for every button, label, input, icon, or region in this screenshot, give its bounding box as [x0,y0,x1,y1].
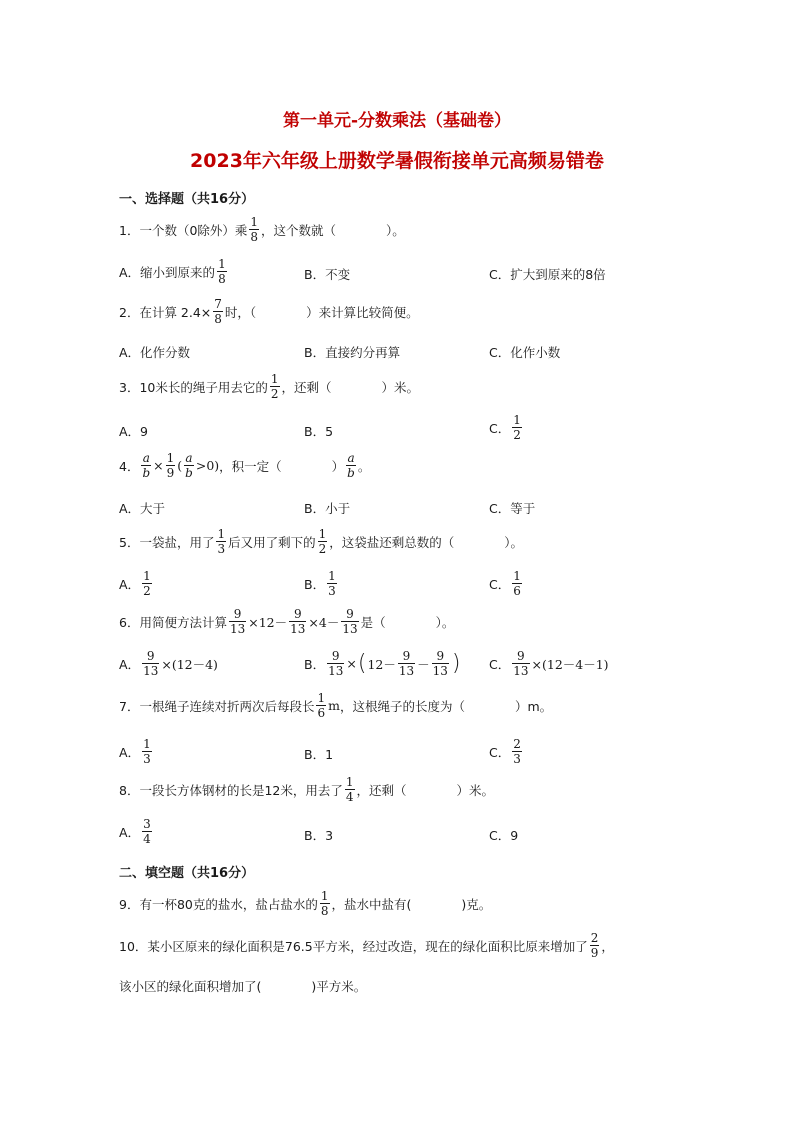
q1-option-c[interactable]: C．扩大到原来的8倍 [489,267,606,282]
q4-option-b[interactable]: B．小于 [304,501,351,516]
q2-text-end: 时，（ ）来计算比较简便。 [224,304,419,320]
q2-fraction: $\frac{7}{8}$ [214,297,222,326]
q6-option-a[interactable]: A． $\frac{9}{13}$ ×(12－4) [119,649,218,678]
q7-option-a[interactable]: A． $\frac{1}{3}$ [119,737,151,766]
paren-open: ( [357,650,367,676]
q2-text: 2．在计算 2.4× [119,304,212,320]
q6-option-c[interactable]: C． $\frac{9}{13}$ ×(12－4－1) [489,649,609,678]
q1-text-end: ，这个数就（ ）。 [261,222,405,238]
q5-option-b[interactable]: B． $\frac{1}{3}$ [304,569,336,598]
worksheet-subtitle: 2023年六年级上册数学暑假衔接单元高频易错卷 [190,150,604,172]
q8-option-a[interactable]: A． $\frac{3}{4}$ [119,817,151,846]
q1-text: 1．一个数（0除外）乘 [119,222,248,238]
worksheet-title: 第一单元-分数乘法（基础卷） [282,111,512,131]
section-heading-choice: 一、选择题（共16分） [119,192,255,207]
q4-fraction-a-b: $\frac{a}{b}$ [142,451,151,480]
question-1 [119,216,405,243]
question-3 [119,373,419,400]
question-6: 6．用简便方法计算 $\frac{9}{13}$ ×12－ $\frac{9}{13}$ ×4－ $\frac{9}{13}$ 是（ ）。 [119,607,455,636]
paren-close: ) [451,650,461,676]
question-4: 4． $\frac{a}{b}$ × $\frac{1}{9}$ ( $\frac{a}{b}$ >0) ，积一定（ ） $\frac{a}{b}$ 。 [119,451,371,480]
q3-fraction: $\frac{1}{2}$ [270,372,279,401]
q7-option-c[interactable]: C． $\frac{2}{3}$ [489,737,521,766]
q5-option-c[interactable]: C． $\frac{1}{6}$ [489,569,521,598]
q4-fraction-1-9: $\frac{1}{9}$ [166,451,175,480]
question-7: 7．一根绳子连续对折两次后每段长 $\frac{1}{6}$ m ，这根绳子的长度为（ ）m。 [119,691,553,720]
q3-option-c[interactable]: C． $\frac{1}{2}$ [489,413,521,442]
q8-option-b[interactable]: B．3 [304,828,334,843]
q2-option-a[interactable]: A．化作分数 [119,345,191,360]
question-9: 9．有一杯80克的盐水，盐占盐水的 $\frac{1}{8}$ ，盐水中盐有( )克。 [119,889,492,918]
question-8: 8．一段长方体钢材的长是12米，用去了 $\frac{1}{4}$ ，还剩（ ）米。 [119,775,495,804]
q3-text-end: ，还剩（ ）米。 [281,379,420,395]
q4-option-a[interactable]: A．大于 [119,501,166,516]
q1-option-a[interactable]: A．缩小到原来的 $\frac{1}{8}$ [119,257,226,286]
q8-option-c[interactable]: C．9 [489,828,519,843]
q2-option-b[interactable]: B．直接约分再算 [304,345,401,360]
q1-fraction: $\frac{1}{8}$ [250,215,259,244]
q3-option-b[interactable]: B．5 [304,424,334,439]
question-5: 5．一袋盐，用了 $\frac{1}{3}$ 后又用了剩下的 $\frac{1}{2}$ ，这袋盐还剩总数的（ ）。 [119,527,524,556]
q4-option-c[interactable]: C．等于 [489,501,536,516]
q2-option-c[interactable]: C．化作小数 [489,345,561,360]
q5-option-a[interactable]: A． $\frac{1}{2}$ [119,569,151,598]
q3-text: 3．10米长的绳子用去它的 [119,379,268,395]
question-10-line-2: 该小区的绿化面积增加了( )平方米。 [119,979,367,994]
q3-option-a[interactable]: A．9 [119,424,149,439]
question-2 [119,298,419,325]
section-heading-fill: 二、填空题（共16分） [119,866,255,881]
q7-option-b[interactable]: B．1 [304,747,334,762]
q6-option-b[interactable]: B． $\frac{9}{13}$ × ( 12－ $\frac{9}{13}$ － $\frac{9}{13}$ ) [304,649,461,678]
question-10: 10．某小区原来的绿化面积是76.5平方米，经过改造，现在的绿化面积比原来增加了 $\frac{2}{9}$ ， [119,931,614,960]
q1-option-b[interactable]: B．不变 [304,267,351,282]
